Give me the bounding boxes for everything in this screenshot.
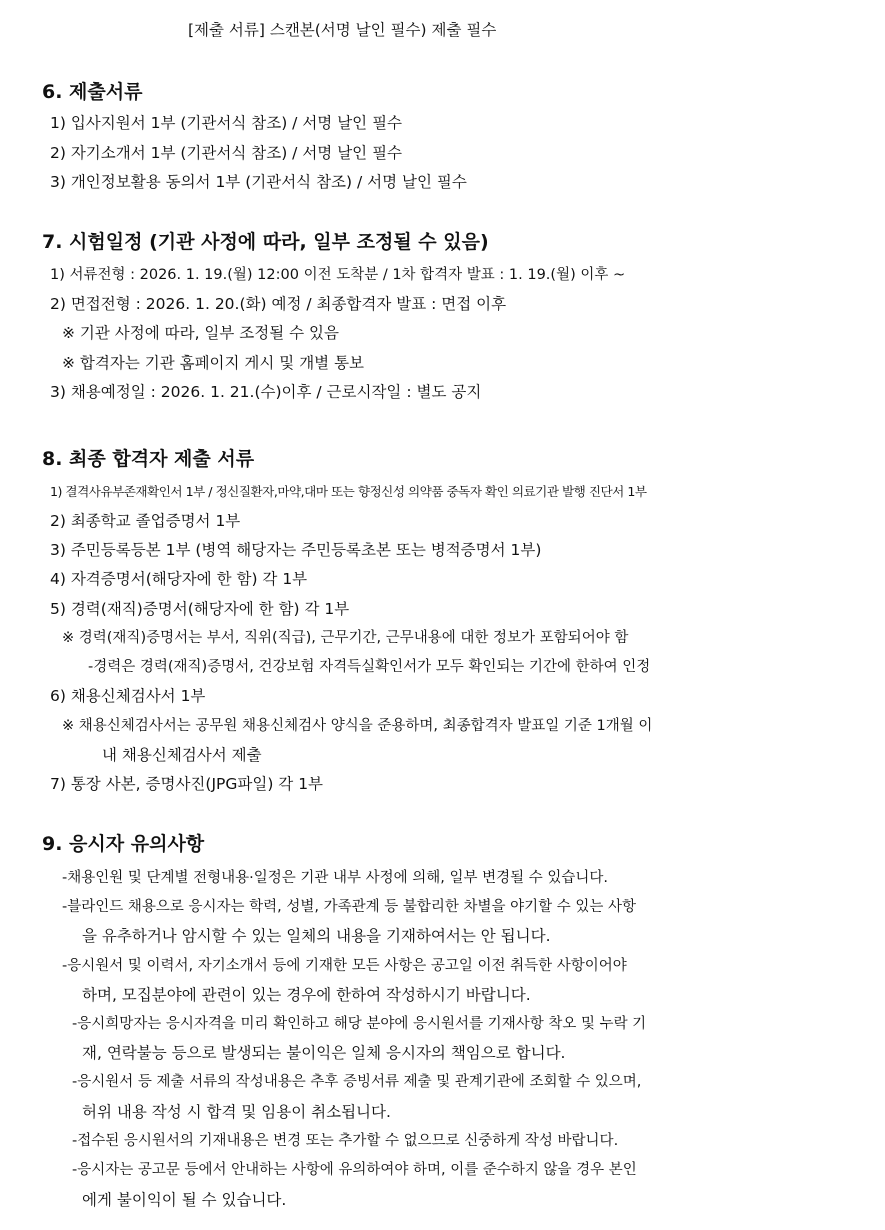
section-9-paragraph-1: -채용인원 및 단계별 전형내용·일정은 기관 내부 사정에 의해, 일부 변경될 수 있습니다.	[62, 870, 608, 886]
section-8-item-5: 5) 경력(재직)증명서(해당자에 한 함) 각 1부	[50, 600, 350, 618]
section-9-paragraph-2-line-1: -블라인드 채용으로 응시자는 학력, 성별, 가족관계 등 불합리한 차별을 야기할 수 있는 사항	[62, 899, 637, 915]
section-8-item-3: 3) 주민등록등본 1부 (병역 해당자는 주민등록초본 또는 병적증명서 1부)	[50, 541, 542, 559]
section-9-paragraph-3-line-2: 하며, 모집분야에 관련이 있는 경우에 한하여 작성하시기 바랍니다.	[82, 986, 531, 1004]
section-8-note-5-line-2: -경력은 경력(재직)증명서, 건강보험 자격득실확인서가 모두 확인되는 기간에 한하여 인정	[88, 659, 651, 675]
section-7-item-2: 2) 면접전형 : 2026. 1. 20.(화) 예정 / 최종합격자 발표 : 면접 이후	[50, 295, 507, 313]
section-9-paragraph-7-line-1: -응시자는 공고문 등에서 안내하는 사항에 유의하여야 하며, 이를 준수하지 않을 경우 본인	[72, 1162, 637, 1178]
section-8-item-1: 1) 결격사유부존재확인서 1부 / 정신질환자,마약,대마 또는 향정신성 의약품 중독자 확인 의료기관 발행 진단서 1부	[50, 484, 647, 499]
section-9-paragraph-5-line-2: 허위 내용 작성 시 합격 및 임용이 취소됩니다.	[82, 1103, 391, 1121]
section-7-item-3: 3) 채용예정일 : 2026. 1. 21.(수)이후 / 근로시작일 : 별도 공지	[50, 383, 482, 401]
section-9-paragraph-7-line-2: 에게 불이익이 될 수 있습니다.	[82, 1191, 287, 1209]
section-9-paragraph-3-line-1: -응시원서 및 이력서, 자기소개서 등에 기재한 모든 사항은 공고일 이전 취득한 사항이어야	[62, 958, 627, 974]
section-9-title: 9. 응시자 유의사항	[42, 833, 205, 855]
section-6-item-3: 3) 개인정보활용 동의서 1부 (기관서식 참조) / 서명 날인 필수	[50, 173, 467, 191]
section-6-title: 6. 제출서류	[42, 81, 143, 103]
section-7-note-2: ※ 합격자는 기관 홈페이지 게시 및 개별 통보	[62, 354, 365, 372]
section-8-note-5-line-1: ※ 경력(재직)증명서는 부서, 직위(직급), 근무기간, 근무내용에 대한 정보가 포함되어야 함	[62, 630, 629, 646]
section-8-title: 8. 최종 합격자 제출 서류	[42, 448, 255, 470]
section-8-note-6-line-1: ※ 채용신체검사서는 공무원 채용신체검사 양식을 준용하며, 최종합격자 발표일 기준 1개월 이	[62, 718, 653, 734]
section-8-item-7: 7) 통장 사본, 증명사진(JPG파일) 각 1부	[50, 775, 324, 793]
section-8-item-6: 6) 채용신체검사서 1부	[50, 687, 206, 705]
submission-note: [제출 서류] 스캔본(서명 날인 필수) 제출 필수	[188, 21, 497, 39]
section-7-item-1: 1) 서류전형 : 2026. 1. 19.(월) 12:00 이전 도착분 / 1차 합격자 발표 : 1. 19.(월) 이후 ~	[50, 267, 626, 283]
section-8-note-6-line-2: 내 채용신체검사서 제출	[102, 746, 262, 764]
section-6-item-1: 1) 입사지원서 1부 (기관서식 참조) / 서명 날인 필수	[50, 114, 403, 132]
section-9-paragraph-4-line-1: -응시희망자는 응시자격을 미리 확인하고 해당 분야에 응시원서를 기재사항 착오 및 누락 기	[72, 1016, 647, 1032]
section-9-paragraph-4-line-2: 재, 연락불능 등으로 발생되는 불이익은 일체 응시자의 책임으로 합니다.	[82, 1044, 566, 1062]
section-8-item-2: 2) 최종학교 졸업증명서 1부	[50, 512, 241, 530]
section-6-item-2: 2) 자기소개서 1부 (기관서식 참조) / 서명 날인 필수	[50, 144, 403, 162]
section-7-title: 7. 시험일정 (기관 사정에 따라, 일부 조정될 수 있음)	[42, 231, 489, 253]
section-7-note-1: ※ 기관 사정에 따라, 일부 조정될 수 있음	[62, 324, 339, 342]
section-9-paragraph-5-line-1: -응시원서 등 제출 서류의 작성내용은 추후 증빙서류 제출 및 관계기관에 조회할 수 있으며,	[72, 1074, 642, 1090]
section-9-paragraph-2-line-2: 을 유추하거나 암시할 수 있는 일체의 내용을 기재하여서는 안 됩니다.	[82, 927, 551, 945]
section-9-paragraph-6: -접수된 응시원서의 기재내용은 변경 또는 추가할 수 없으므로 신중하게 작성 바랍니다.	[72, 1133, 619, 1149]
section-8-item-4: 4) 자격증명서(해당자에 한 함) 각 1부	[50, 570, 308, 588]
